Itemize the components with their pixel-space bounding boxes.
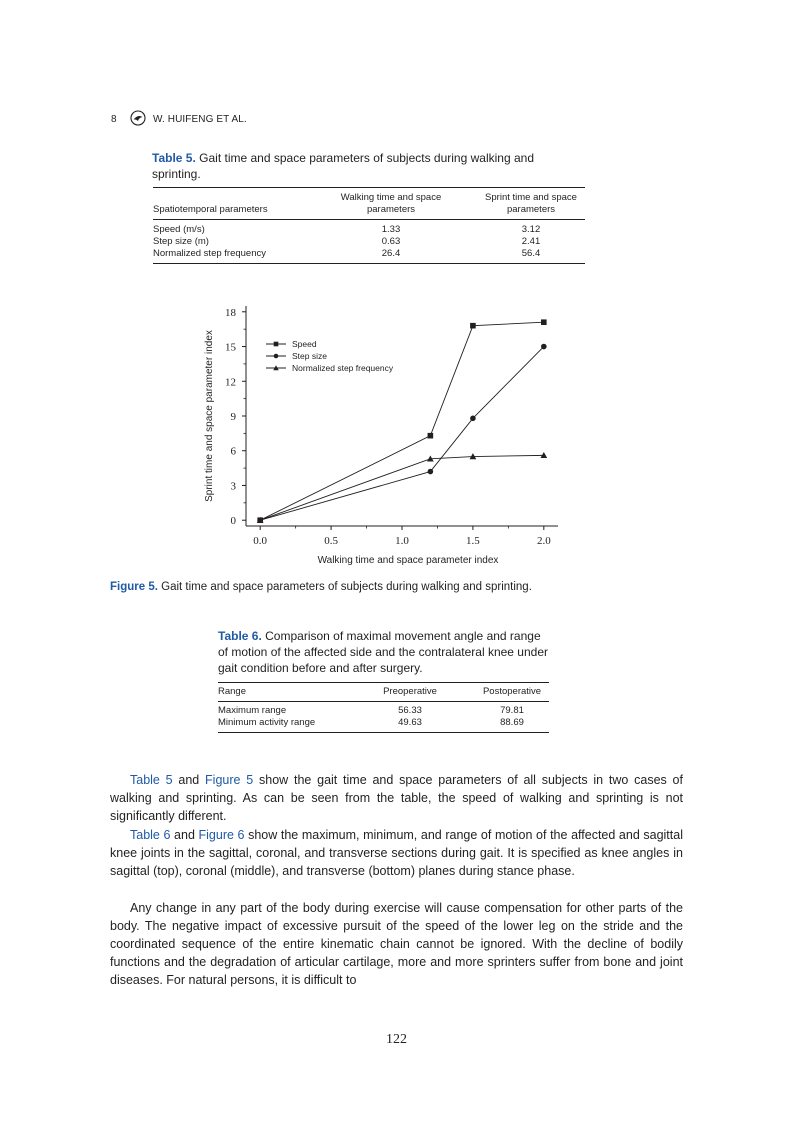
table5-col-header: Walking time and space parameters	[340, 192, 442, 215]
table6-cell: Minimum activity range	[218, 717, 316, 728]
table6-col-header: Range	[218, 686, 246, 697]
legend-label-speed: Speed	[292, 339, 317, 349]
table5-bottom-rule	[153, 263, 585, 264]
x-tick-label: 0.0	[253, 535, 268, 547]
body-text: and	[172, 773, 206, 787]
table-ref[interactable]: Table 6	[130, 828, 171, 842]
table5-cell: 56.4	[521, 248, 541, 259]
table6-col-header: Preoperative	[383, 686, 437, 697]
table5-caption	[152, 150, 584, 182]
y-tick-label: 9	[230, 411, 236, 423]
legend-marker-speed	[274, 342, 279, 347]
data-point-step-size	[428, 469, 434, 475]
figure-ref[interactable]: Figure 6	[198, 828, 245, 842]
y-tick-label: 0	[230, 515, 236, 528]
body-paragraph: Any change in any part of the body during exercise will cause compensation for other parts of the body. The negative impact of excessive pursuit of the speed of the lower leg on the stride and the coordinated sequence of the entire kinematic chain cannot be ignored. With the decline of bodily functions and the degradation of articular cartilage, more and more sprinters suffer from bone and joint diseases. For natural persons, it is difficult to	[110, 901, 683, 987]
running-header-authors: W. HUIFENG ET AL.	[153, 114, 247, 125]
y-tick-label: 12	[225, 376, 236, 389]
table5-col-header: Sprint time and space parameters	[485, 192, 577, 215]
folio-page-number: 122	[386, 1032, 407, 1047]
body-paragraph	[110, 771, 683, 825]
figure5-label: Figure 5.	[110, 581, 158, 593]
table5-cell: Speed (m/s)	[153, 224, 205, 235]
legend-marker-step-size	[274, 354, 279, 359]
table6-cell: 49.63	[398, 717, 422, 728]
data-point-speed	[541, 319, 547, 325]
table6-caption	[218, 628, 550, 676]
table5-cell: 0.63	[381, 236, 401, 247]
y-tick-label: 18	[225, 306, 236, 319]
table6-cell: Maximum range	[218, 705, 287, 716]
data-point-speed	[428, 433, 434, 439]
y-axis-label: Sprint time and space parameter index	[204, 330, 215, 502]
table5-header-rule	[153, 219, 585, 220]
body-paragraph	[110, 826, 683, 880]
data-point-speed	[470, 323, 476, 329]
body-text: show the maximum, minimum, and range of motion of the affected and sagittal knee joints in the sagittal, coronal, and transverse sections during gait. It is specified as knee angles in sagittal (top), coronal (middle), and transverse (bottom) planes during stance phase.	[110, 828, 683, 878]
legend-label-step-size: Step size	[292, 351, 327, 361]
legend-label-normalized-step-frequency: Normalized step frequency	[292, 363, 394, 373]
y-tick-label: 3	[230, 480, 236, 493]
table-ref[interactable]: Table 5	[130, 773, 173, 787]
table6-col-header: Postoperative	[482, 686, 542, 697]
table6-header-rule	[218, 701, 549, 702]
data-point-step-size	[470, 416, 476, 422]
table5-cell: 26.4	[381, 248, 401, 259]
data-point-step-size	[541, 344, 547, 350]
x-tick-label: 0.5	[324, 535, 338, 547]
figure5-caption	[110, 581, 532, 593]
x-tick-label: 1.0	[395, 535, 409, 547]
table6-bottom-rule	[218, 732, 549, 733]
x-tick-label: 2.0	[536, 535, 551, 547]
table6-top-rule	[218, 682, 549, 683]
table5-cell: Step size (m)	[153, 236, 209, 247]
journal-logo-icon	[130, 110, 146, 126]
x-axis-label: Walking time and space parameter index	[317, 555, 499, 566]
table5-label: Table 5.	[152, 151, 196, 165]
table5-cell: 1.33	[381, 224, 401, 235]
table6-cell: 79.81	[500, 705, 524, 716]
body-text: show the gait time and space parameters of all subjects in two cases of walking and sprinting. As can be seen from the table, the speed of walking and sprinting is not significantly different.	[110, 773, 683, 823]
table6-label: Table 6.	[218, 629, 262, 643]
x-tick-label: 1.5	[466, 535, 480, 547]
table5-top-rule	[153, 187, 585, 188]
y-tick-label: 6	[230, 445, 236, 458]
series-line-normalized-step-frequency	[260, 455, 544, 520]
table5-cell: 3.12	[521, 224, 541, 235]
table5-col-header: Spatiotemporal parameters	[153, 204, 268, 215]
table6-cell: 88.69	[500, 717, 524, 728]
figure-ref[interactable]: Figure 5	[205, 773, 254, 787]
figure5-chart	[200, 298, 570, 570]
table5-cell: Normalized step frequency	[153, 248, 266, 259]
table6-cell: 56.33	[398, 705, 422, 716]
body-text: and	[170, 828, 199, 842]
page-number: 8	[111, 114, 117, 125]
table5-cell: 2.41	[521, 236, 541, 247]
table5-caption-text: Gait time and space parameters of subjects during walking and sprinting.	[152, 151, 534, 181]
y-tick-label: 15	[225, 341, 236, 354]
table6-caption-text: Comparison of maximal movement angle and range of motion of the affected side and the contralateral knee under gait condition before and after surgery.	[218, 629, 548, 675]
figure5-caption-text: Gait time and space parameters of subjects during walking and sprinting.	[161, 581, 532, 593]
